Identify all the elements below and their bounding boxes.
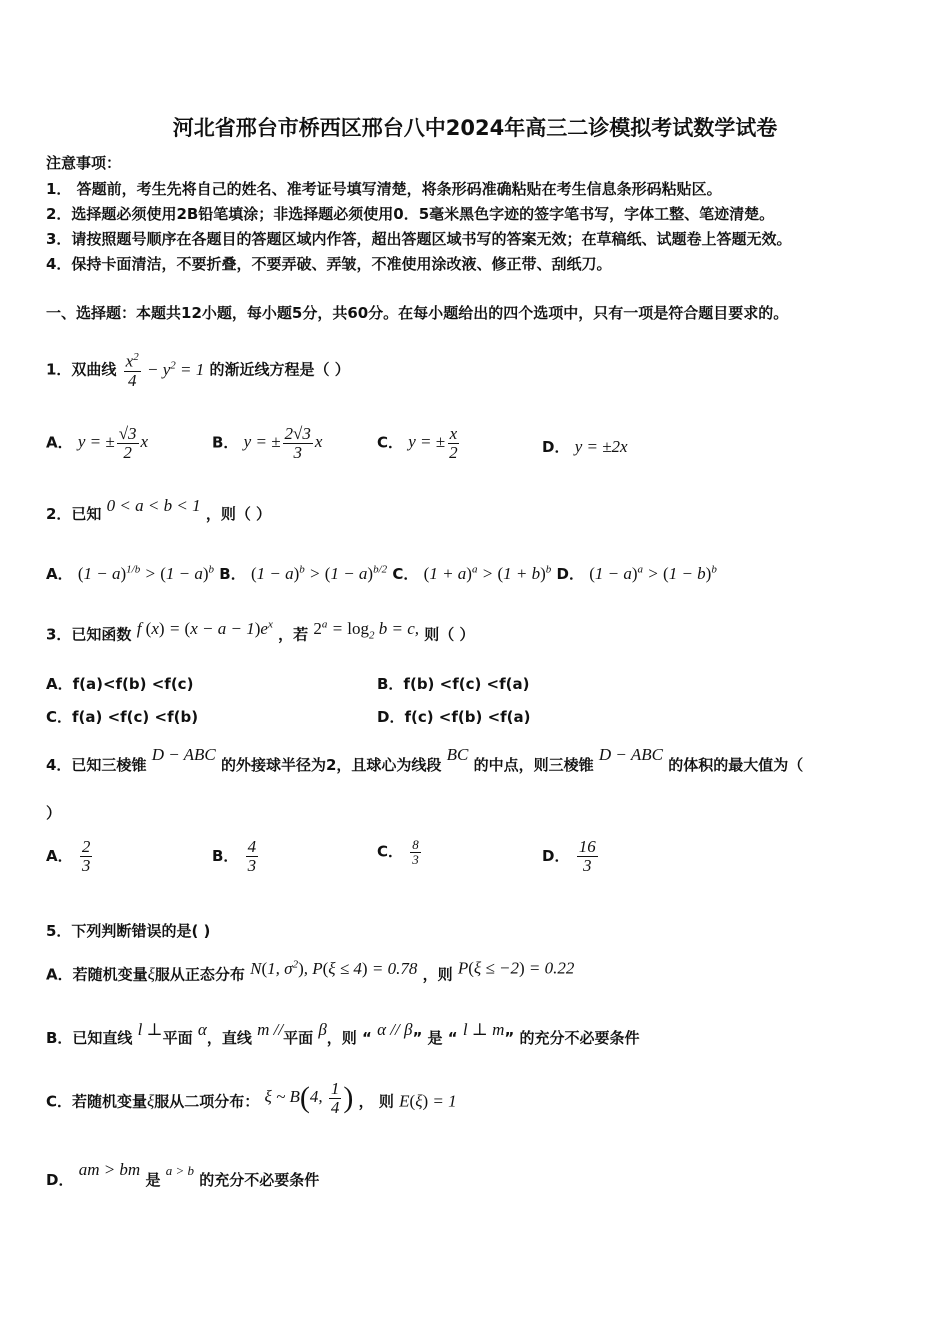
q5-text: A．若随机变量 [46,965,148,984]
q5-text: ” 是 “ [412,1029,458,1047]
q1-option-b: B． y = ± $\frac{2√3}{3}$ x [212,424,323,462]
q2-stem: 2．已知 0 < a < b < 1 ，则（ ） [46,496,272,523]
q4-option-a [46,838,94,875]
option-label: D． [542,438,570,456]
q1-equation: $\frac{x^2}{4}$ − $y^2 = 1$ [125,351,205,390]
notice-item: 1． 答题前，考生先将自己的姓名、准考证号填写清楚，将条形码准确粘贴在考生信息条形码粘贴区。 [46,180,722,198]
q3-option-d: D．f(c) <f(b) <f(a) [377,708,531,726]
q3-option-c: C．f(a) <f(c) <f(b) [46,708,199,726]
q1-option-c: C． y = ± $\frac{x}{2}$ [377,424,458,462]
q1-post: 的渐近线方程是（ ） [209,360,350,379]
q5-text: 服从二项分布： [154,1092,260,1111]
q4-close: ） [46,804,62,822]
q2-options: A． $(1 - a)^{1/b} > (1 - a)^b$ B． $(1 - a)^b > (1 - a)^{b/2}$ C． $(1 + a)^a > (1 + b)^b$ D． $(1 - a)^a > (1 - b)^b$ [46,563,717,583]
q4-text: 的外接球半径为2，且球心为线段 [220,756,442,774]
notice-item: 4．保持卡面清洁，不要折叠，不要弄破、弄皱，不准使用涂改液、修正带、刮纸刀。 [46,255,612,273]
q5-text: B．已知直线 [46,1029,133,1047]
q3-mid: ，若 [278,625,309,644]
denominator: 3 [247,855,257,875]
page-title: 河北省邢台市桥西区邢台八中2024年高三二诊模拟考试数学试卷 [172,116,778,140]
q3-stem: 3．已知函数 f $(x) = (x - a - 1)e^x$ ，若 $2^a = \log_2 b = c$, 则（ ） [46,618,475,644]
option-label: B． [212,433,239,452]
denominator: 3 [582,855,592,875]
q5-option-a: A．若随机变量ξ服从正态分布 N(1, $\sigma^2$), P(ξ ≤ 4) = 0.78 ，则 P(ξ ≤ −2) = 0.22 [46,958,575,984]
section-heading: 一、选择题：本题共12小题，每小题5分，共60分。在每小题给出的四个选项中，只有一项是符合题目要求的。 [46,304,789,322]
q3-pre: 3．已知函数 [46,625,132,644]
q5-text: 是 [145,1171,161,1189]
option-label: A． [46,565,73,583]
numerator: 4 [247,837,257,856]
q4-pre: 4．已知三棱锥 [46,756,147,774]
q5-text: 平面 [162,1029,193,1047]
q5-text: C．若随机变量 [46,1092,148,1111]
option-label: B． [212,846,239,865]
q4-text: 的中点，则三棱锥 [473,756,594,774]
q1-option-a: A． y = ± $\frac{√3}{2}$ x [46,424,149,462]
q1-pre: 1．双曲线 [46,360,117,379]
q1-stem [46,352,350,389]
numerator: 16 [578,837,596,856]
option-label: D． [556,565,584,583]
numerator: 2 [81,837,91,856]
option-label: A． [46,433,73,452]
q5-option-b: B．已知直线 l ⊥平面 α，直线 m //平面 β，则 “ α // β” 是 “ l ⊥ m” 的充分不必要条件 [46,1020,640,1047]
q5-text: ，则 “ [326,1029,372,1047]
notice-item: 2．选择题必须使用2B铅笔填涂；非选择题必须使用0．5毫米黑色字迹的签字笔书写，字体工整、笔迹清楚。 [46,205,775,223]
q4-option-d [542,838,600,875]
option-label: C． [392,565,419,583]
q2-post: ，则（ ） [205,505,272,523]
option-label: C． [377,433,404,452]
q4-stem: 4．已知三棱锥 D − ABC 的外接球半径为2，且球心为线段 BC 的中点，则三棱锥 D − ABC 的体积的最大值为（ [46,745,804,774]
notice-heading: 注意事项： [46,154,122,172]
notice-item: 3．请按照题号顺序在各题目的答题区域内作答，超出答题区域书写的答案无效；在草稿纸、试题卷上答题无效。 [46,230,792,248]
q5-text: ” 的充分不必要条件 [504,1029,640,1047]
q5-text: ， 则 [358,1092,394,1111]
q3-option-b: B．f(b) <f(c) <f(a) [377,675,530,693]
option-label: C． [377,842,404,861]
q5-stem: 5．下列判断错误的是( ) [46,922,211,940]
q3-post: 则（ ） [424,625,475,644]
q5-text: 服从正态分布 [154,965,245,984]
q4-option-b [212,838,260,875]
q5-option-d: D． am > bm 是 a > b 的充分不必要条件 [46,1160,320,1189]
q5-option-c: C．若随机变量ξ服从二项分布： ξ ~ B(4, $\frac{1}{4}$ ) ， 则 E(ξ) = 1 [46,1079,457,1117]
option-label: A． [46,846,73,865]
q4-text: 的体积的最大值为（ [668,756,804,774]
numerator: 8 [412,837,419,852]
option-label: B． [219,565,246,583]
q5-text: ，直线 [206,1029,252,1047]
q5-text: D． [46,1171,74,1189]
q5-text: ，则 [422,965,453,984]
q4-option-c [377,838,423,866]
q5-text: 平面 [283,1029,314,1047]
q3-option-a: A．f(a)<f(b) <f(c) [46,675,194,693]
denominator: 3 [412,851,419,867]
q1-option-d: D． y = ±2x [542,437,628,456]
q2-pre: 2．已知 [46,505,102,523]
q5-text: 的充分不必要条件 [199,1171,320,1189]
option-label: D． [542,846,570,865]
denominator: 3 [81,855,91,875]
